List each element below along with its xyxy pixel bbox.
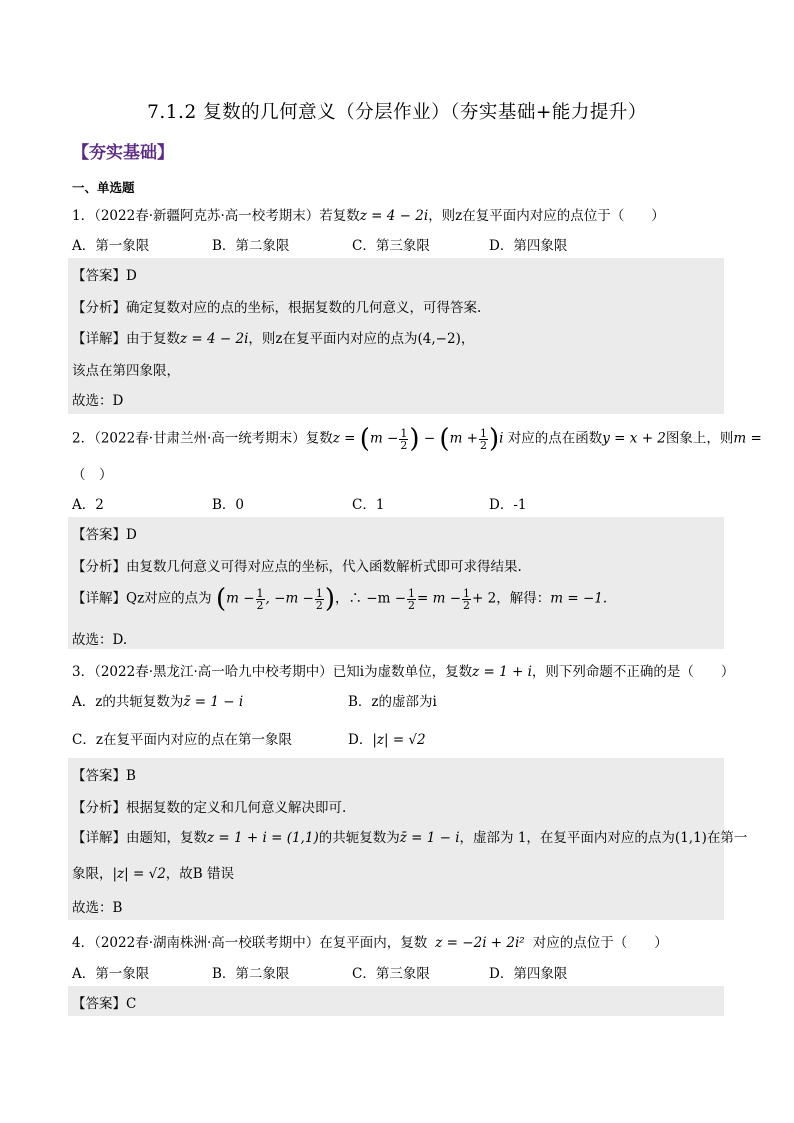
question-2-options — [72, 493, 526, 513]
option-a: A．第一象限 — [72, 238, 150, 254]
question-1-choice: 故选：D — [72, 393, 124, 409]
question-2-choice: 故选：D. — [72, 632, 128, 648]
option-d: D．-1 — [489, 497, 527, 513]
question-3-options-row-2 — [72, 728, 426, 748]
option-a: A．2 — [72, 497, 104, 513]
question-1-options — [72, 234, 567, 254]
question-1-analysis: 【分析】确定复数对应的点的坐标，根据复数的几何意义，可得答案. — [72, 300, 482, 316]
option-d: D．第四象限 — [489, 966, 568, 982]
question-1-detail: 【详解】由于复数z = 4 − 2i，则z在复平面内对应的点为(4,−2)， — [72, 331, 475, 347]
fraction-one-half: $\frac{1}{2}$ — [479, 426, 487, 452]
option-b: B．第二象限 — [212, 966, 290, 982]
fraction-one-half: $\frac{1}{2}$ — [463, 586, 471, 612]
question-2-detail: 【详解】Qz对应的点为 (m − $\frac{1}{2}$ , −m − $\frac{1}{2}$ )，∴ −m − $\frac{1}{2}$ = m − $\frac{1}{2}$ + 2，解得：m = −1. — [72, 584, 608, 614]
document-title: 7.1.2 复数的几何意义（分层作业）（夯实基础+能力提升） — [147, 102, 647, 123]
question-type-heading: 一、单选题 — [72, 180, 135, 195]
question-1-stem: 1．（2022春·新疆阿克苏·高一校考期末）若复数z = 4 − 2i，则z在复平面内对应的点位于（ ） — [72, 208, 665, 224]
option-b: B．第二象限 — [212, 238, 290, 254]
option-b: B．z的虚部为i — [348, 694, 437, 710]
option-c: C．第三象限 — [352, 966, 430, 982]
fraction-one-half: $\frac{1}{2}$ — [400, 426, 408, 452]
option-b: B．0 — [212, 497, 245, 513]
question-3-choice: 故选：B — [72, 900, 123, 916]
question-4-answer: 【答案】C — [72, 996, 137, 1012]
fraction-one-half: $\frac{1}{2}$ — [408, 586, 416, 612]
question-2-answer: 【答案】D — [72, 527, 137, 543]
option-c: C．第三象限 — [352, 238, 430, 254]
section-heading: 【夯实基础】 — [72, 143, 174, 163]
question-3-options-row-1 — [72, 690, 437, 710]
question-3-detail: 【详解】由题知，复数z = 1 + i = (1,1)的共轭复数为z̄ = 1 − i，虚部为 1，在复平面内对应的点为(1,1)在第一 — [72, 830, 748, 846]
fraction-one-half: $\frac{1}{2}$ — [315, 586, 323, 612]
option-d: D．|z| = √2 — [348, 732, 426, 748]
option-d: D．第四象限 — [489, 238, 568, 254]
question-3-stem: 3．（2022春·黑龙江·高一哈九中校考期中）已知i为虚数单位，复数z = 1 + i，则下列命题不正确的是（ ） — [72, 664, 735, 680]
question-2-analysis: 【分析】由复数几何意义可得对应点的坐标，代入函数解析式即可求得结果. — [72, 559, 522, 575]
option-a: A．z的共轭复数为z̄ = 1 − i — [72, 694, 244, 710]
fraction-one-half: $\frac{1}{2}$ — [256, 586, 264, 612]
question-3-detail-2: 象限，|z| = √2，故B 错误 — [72, 866, 235, 882]
question-3-analysis: 【分析】根据复数的定义和几何意义解决即可. — [72, 800, 347, 816]
question-2-stem: 2．（2022春·甘肃兰州·高一统考期末）复数z = (m − $\frac{1}{2}$ ) − (m + $\frac{1}{2}$ )i 对应的点在函数y = x + 2图象上，则m = — [72, 424, 762, 454]
option-c: C．z在复平面内对应的点在第一象限 — [72, 732, 292, 748]
question-4-options — [72, 962, 567, 982]
option-a: A．第一象限 — [72, 966, 150, 982]
question-2-blank: （ ） — [72, 467, 113, 483]
question-4-stem: 4．（2022春·湖南株洲·高一校联考期中）在复平面内，复数 z = −2i + 2i² 对应的点位于（ ） — [72, 935, 668, 951]
question-1-answer: 【答案】D — [72, 268, 137, 284]
question-2-solution-block — [68, 517, 724, 649]
question-4-solution-block — [68, 986, 724, 1016]
option-c: C．1 — [352, 497, 385, 513]
question-1-detail-2: 该点在第四象限， — [72, 363, 180, 379]
question-3-answer: 【答案】B — [72, 768, 136, 784]
